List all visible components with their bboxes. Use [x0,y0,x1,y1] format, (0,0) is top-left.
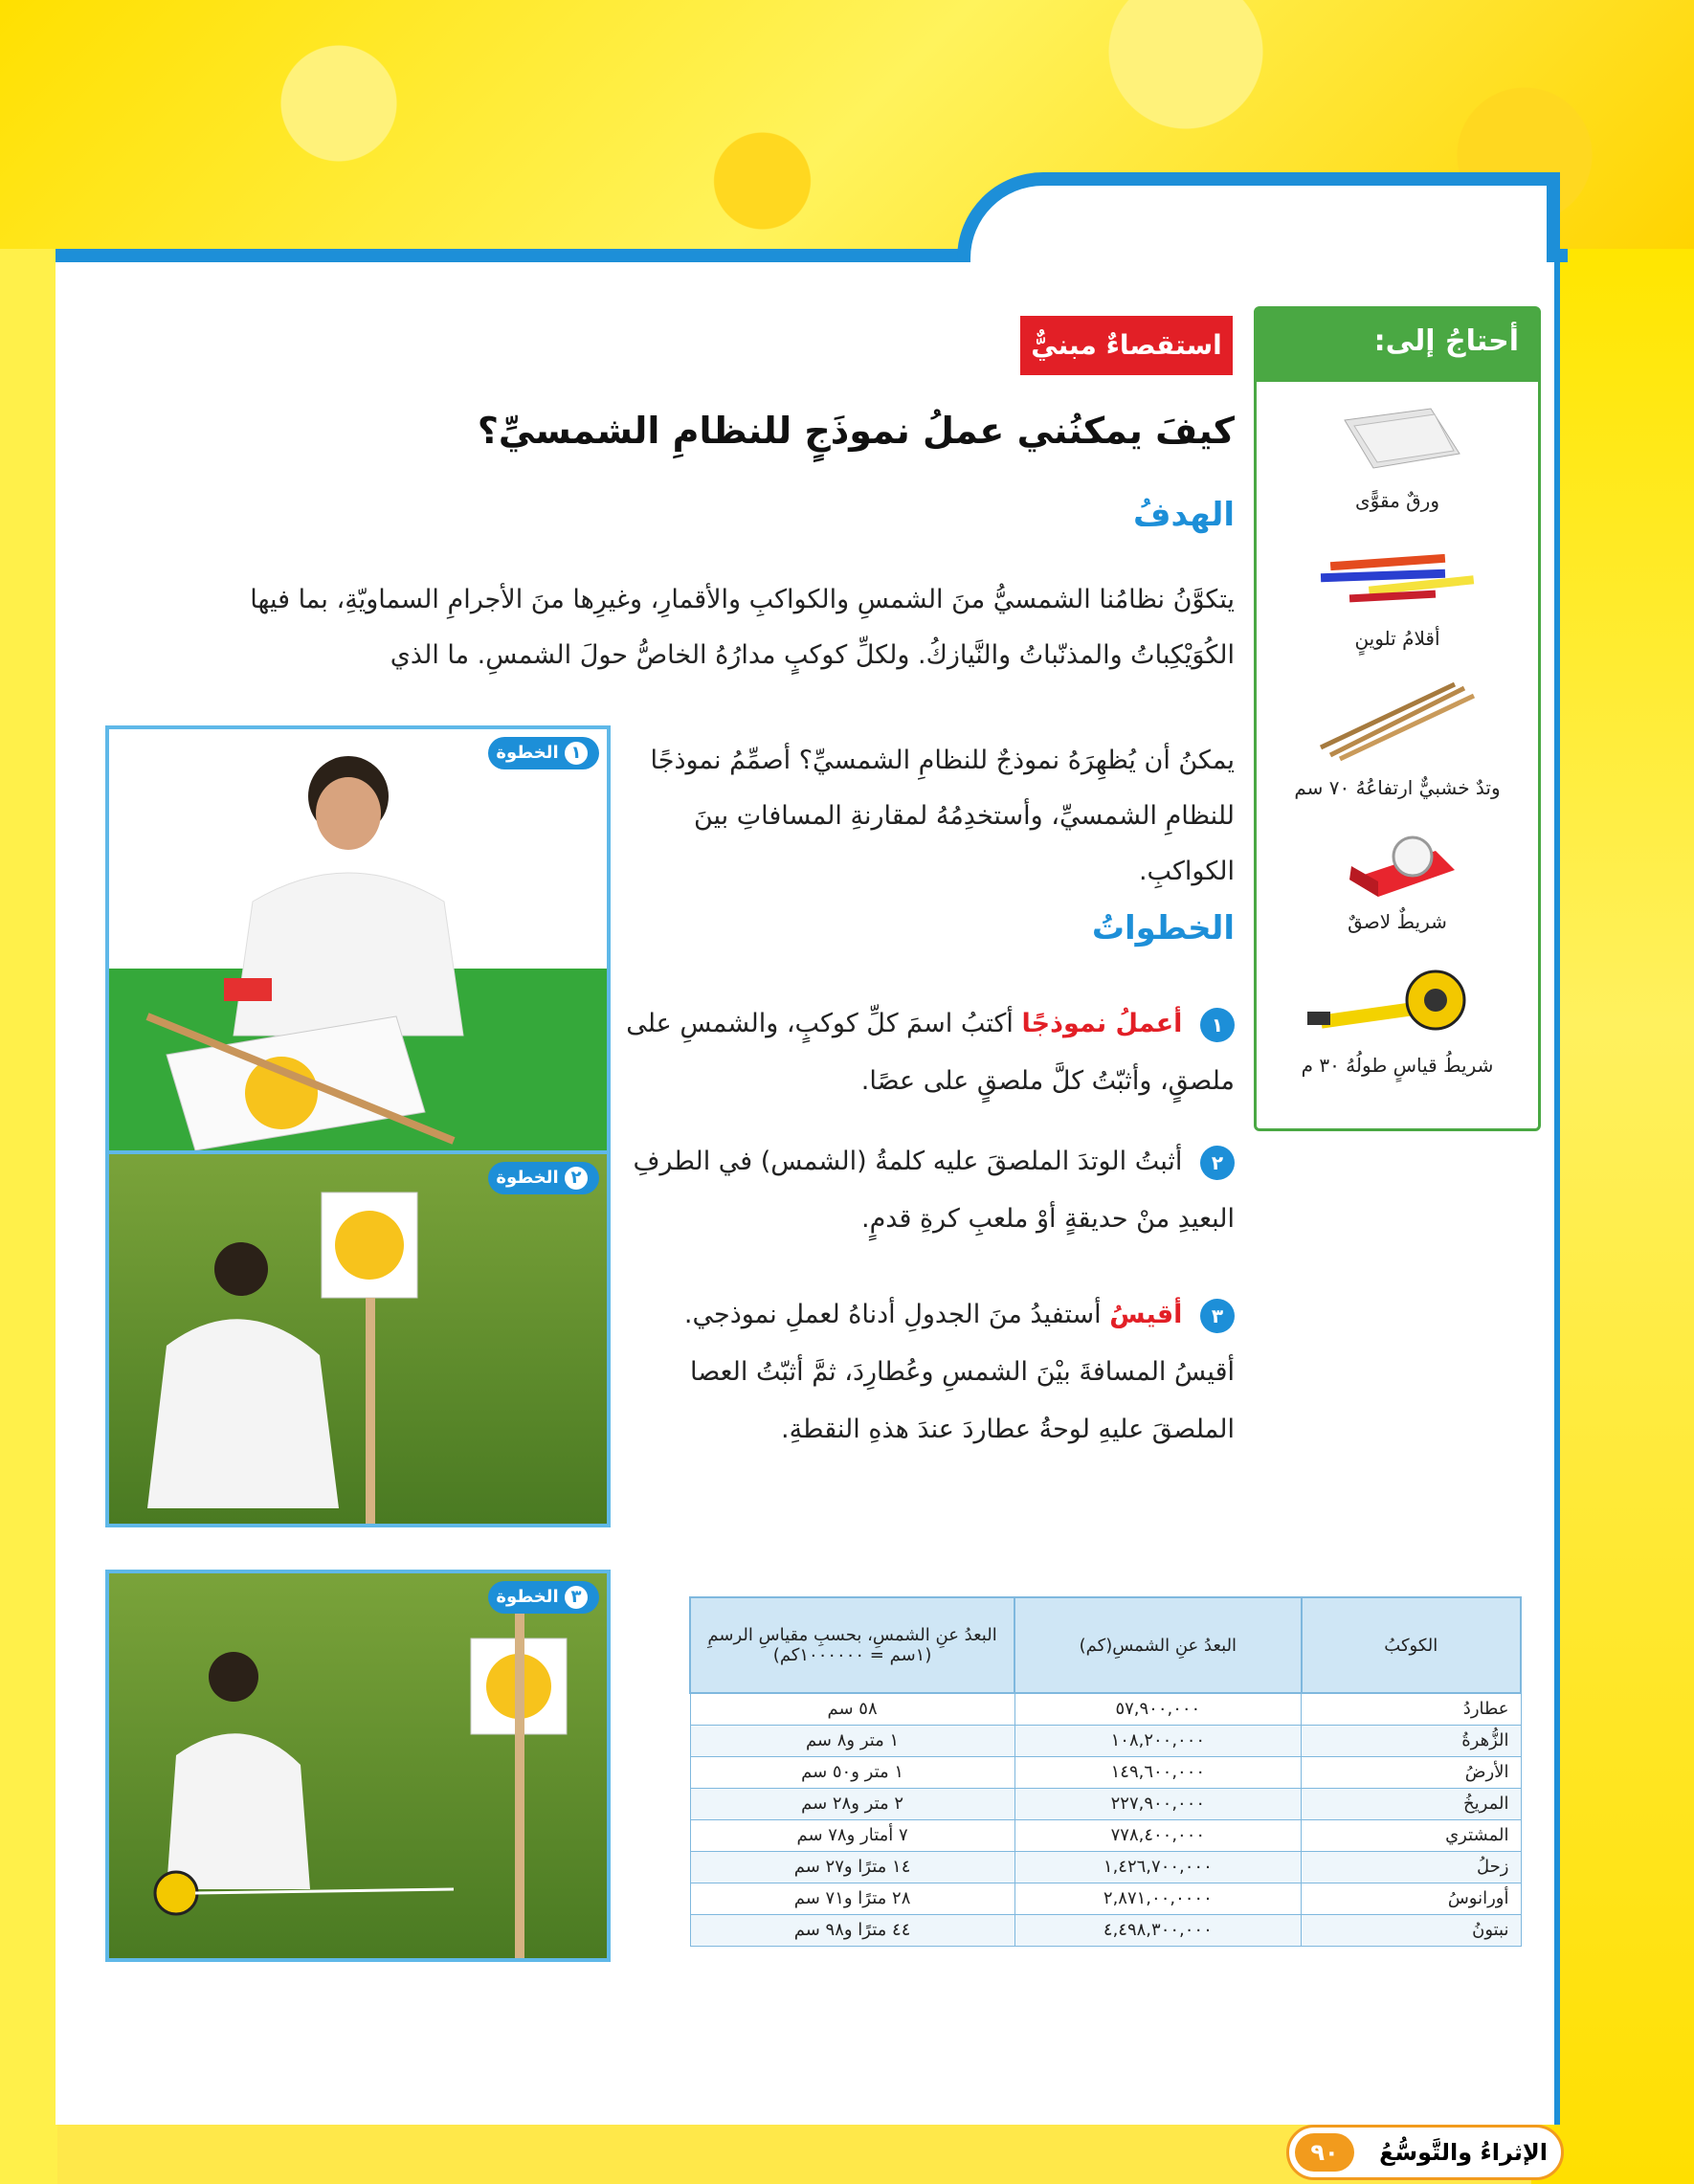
step-text: أثبتُ الوتدَ الملصقَ عليه كلمةُ (الشمس) في الطرفِ البعيدِ منْ حديقةٍ أوْ ملعبِ كرةِ قدمٍ. [633,1147,1235,1234]
table-row [690,1883,1521,1914]
planet-distance-table [689,1596,1522,1947]
table-cell: ١٤٩,٦٠٠,٠٠٠ [1014,1756,1301,1788]
table-cell: الزُّهرةُ [1302,1725,1521,1756]
step-text: أستفيدُ منَ الجدولِ أدناهُ لعملِ نموذجي. أقيسُ المسافةَ بيْنَ الشمسِ وعُطارِدَ، ثمَّ أثبّتُ العصا الملصقَ عليهِ لوحةُ عطاردَ عندَ هذهِ النقطةِ. [683,1300,1235,1444]
table-header: البعدُ عنِ الشمسِ، بحسبِ مقياسِ الرسمِ (١سم = ١٠٠٠٠٠٠كم) [690,1597,1014,1693]
step-3-photo [105,1570,611,1962]
table-cell: ٤,٤٩٨,٣٠٠,٠٠٠ [1014,1914,1301,1946]
material-item-cardboard [1257,401,1538,512]
step-badge-label: الخطوة [496,1168,559,1188]
table-cell: ٧٧٨,٤٠٠,٠٠٠ [1014,1819,1301,1851]
table-header: الكوكبُ [1302,1597,1521,1693]
table-row [690,1914,1521,1946]
step-2-photo [105,1150,611,1527]
tape-dispenser-icon [1321,822,1474,899]
table-cell: أورانوسُ [1302,1883,1521,1914]
table-row [690,1851,1521,1883]
step-keyword: أقيسُ [1109,1300,1183,1329]
step-text: أكتبُ اسمَ كلِّ كوكبٍ، والشمسِ على ملصقٍ، وأثبّتُ كلَّ ملصقٍ على عصًا. [626,1009,1235,1096]
table-cell: المريخُ [1302,1788,1521,1819]
steps-heading: الخطواتُ [1091,909,1235,947]
watermark [651,909,1340,1254]
table-cell: ٧ أمتار و٧٨ سم [690,1819,1014,1851]
table-cell: ٥٨ سم [690,1693,1014,1725]
inquiry-tag: استقصاءٌ مبنيٌّ [1020,316,1233,375]
step-badge-number: ١ [565,742,588,765]
table-cell: ١٤ مترًا و٢٧ سم [690,1851,1014,1883]
step-keyword: أعملُ نموذجًا [1021,1009,1183,1038]
material-label: وتدٌ خشبيٌّ ارتفاعُهُ ٧٠ سم [1294,776,1501,799]
material-label: ورقٌ مقوًّى [1354,489,1439,512]
table-cell: ١٠٨,٢٠٠,٠٠٠ [1014,1725,1301,1756]
table-row [690,1725,1521,1756]
step-3 [620,1286,1235,1459]
table-row [690,1756,1521,1788]
table-header-row [690,1597,1521,1693]
table-row [690,1819,1521,1851]
step-1-photo [105,725,611,1160]
table-cell: عطاردُ [1302,1693,1521,1725]
table-cell: ٢٢٧,٩٠٠,٠٠٠ [1014,1788,1301,1819]
page-number: ٩٠ [1295,2133,1354,2172]
table-cell: ٥٧,٩٠٠,٠٠٠ [1014,1693,1301,1725]
boy-making-sign-image [109,729,607,1156]
step-number: ٣ [1200,1299,1235,1333]
section-name: الإثراءُ والتَّوسُّعُ [1379,2139,1548,2166]
goal-paragraph-1: يتكوَّنُ نظامُنا الشمسيُّ منَ الشمسِ والكواكبِ والأقمارِ، وغيرِها منَ الأجرامِ السماويّةِ، بما فيها الكُوَيْكِباتُ والمذنّباتُ والنَّيازكُ. ولكلِّ كوكبٍ مدارُهُ الخاصُّ حولَ الشمسِ. ما الذي [250,585,1235,670]
material-item-stakes [1257,679,1538,799]
blue-header-tab [957,172,1550,268]
table-cell: ١,٤٢٦,٧٠٠,٠٠٠ [1014,1851,1301,1883]
table-row [690,1788,1521,1819]
table-cell: ١ متر و٨ سم [690,1725,1014,1756]
step-badge [488,1581,599,1614]
table-cell: زحلُ [1302,1851,1521,1883]
table-cell: ٢٨ مترًا و٧١ سم [690,1883,1014,1914]
table-cell: ١ متر و٥٠ سم [690,1756,1014,1788]
step-badge-label: الخطوة [496,1587,559,1607]
step-badge-number: ٣ [565,1586,588,1609]
step-badge [488,737,599,769]
table-cell: ٤٤ مترًا و٩٨ سم [690,1914,1014,1946]
material-label: شريطٌ لاصقٌ [1348,910,1447,933]
cardboard-icon [1326,401,1469,478]
boy-measuring-distance-image [109,1573,607,1958]
material-label: شريطُ قياسٍ طولُهُ ٣٠ م [1301,1054,1494,1077]
materials-heading: أحتاجُ إلى: [1257,309,1538,382]
table-cell: المشتري [1302,1819,1521,1851]
wooden-stakes-icon [1302,679,1493,765]
step-number: ٢ [1200,1146,1235,1180]
material-item-pencils [1257,548,1538,650]
step-badge-number: ٢ [565,1167,588,1190]
page-title: كيفَ يمكنُني عملُ نموذَجٍ للنظامِ الشمسيِّ؟ [477,410,1235,452]
table-cell: ٢,٨٧١,٠٠,٠٠٠٠ [1014,1883,1301,1914]
goal-paragraph-2: يمكنُ أن يُظهِرَهُ نموذجٌ للنظامِ الشمسيِّ؟ أصمِّمُ نموذجًا للنظامِ الشمسيِّ، وأستخدِمُهُ لمقارنةِ المسافاتِ بينَ الكواكبِ. [650,746,1235,886]
table-cell: نبتونُ [1302,1914,1521,1946]
colored-pencils-icon [1311,548,1483,615]
step-badge-label: الخطوة [496,743,559,763]
table-cell: ٢ متر و٢٨ سم [690,1788,1014,1819]
table-cell: الأرضُ [1302,1756,1521,1788]
step-badge [488,1162,599,1194]
yellow-left-margin [0,249,57,2184]
step-number: ١ [1200,1008,1235,1042]
boy-planting-sun-stake-image [109,1154,607,1524]
table-header: البعدُ عنِ الشمسِ(كم) [1014,1597,1301,1693]
material-label: أقلامُ تلوينٍ [1354,627,1440,650]
page-footer [1286,2125,1564,2180]
goal-heading: الهدفُ [1132,496,1235,534]
table-row [690,1693,1521,1725]
